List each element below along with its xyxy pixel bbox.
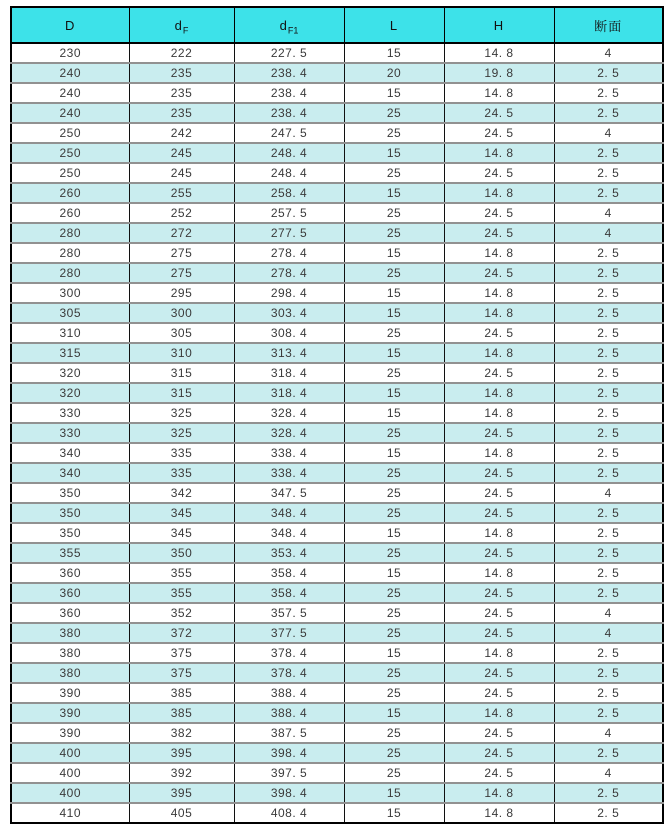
- cell-dF1: 257. 5: [234, 203, 344, 223]
- table-row: [11, 663, 663, 683]
- cell-H: 24. 5: [444, 263, 554, 283]
- table-header: [11, 7, 663, 43]
- table-row: [11, 423, 663, 443]
- cell-H: 24. 5: [444, 583, 554, 603]
- table-row: [11, 323, 663, 343]
- table-row: [11, 223, 663, 243]
- cell-H: 24. 5: [444, 323, 554, 343]
- cell-L: 15: [344, 303, 444, 323]
- cell-H: 24. 5: [444, 103, 554, 123]
- cell-dF1: 238. 4: [234, 103, 344, 123]
- table-row: [11, 623, 663, 643]
- cell-H: 24. 5: [444, 663, 554, 683]
- spec-table: [10, 6, 664, 824]
- table-row: [11, 703, 663, 723]
- cell-H: 24. 5: [444, 603, 554, 623]
- cell-L: 25: [344, 483, 444, 503]
- table-row: [11, 583, 663, 603]
- table-row: [11, 203, 663, 223]
- cell-L: 25: [344, 603, 444, 623]
- cell-H: 24. 5: [444, 223, 554, 243]
- cell-dF1: 338. 4: [234, 443, 344, 463]
- cell-danmen: 4: [554, 603, 663, 623]
- cell-dF: 275: [129, 243, 234, 263]
- table-row: [11, 503, 663, 523]
- cell-L: 15: [344, 563, 444, 583]
- table-row: [11, 463, 663, 483]
- cell-danmen: 4: [554, 123, 663, 143]
- cell-D: 400: [11, 783, 129, 803]
- cell-D: 330: [11, 403, 129, 423]
- cell-dF1: 387. 5: [234, 723, 344, 743]
- cell-L: 25: [344, 223, 444, 243]
- cell-danmen: 2. 5: [554, 523, 663, 543]
- cell-dF1: 248. 4: [234, 143, 344, 163]
- cell-dF1: 328. 4: [234, 423, 344, 443]
- cell-L: 15: [344, 383, 444, 403]
- cell-danmen: 2. 5: [554, 83, 663, 103]
- table-row: [11, 543, 663, 563]
- cell-danmen: 2. 5: [554, 183, 663, 203]
- cell-dF1: 278. 4: [234, 263, 344, 283]
- cell-H: 24. 5: [444, 503, 554, 523]
- cell-danmen: 2. 5: [554, 363, 663, 383]
- cell-dF: 355: [129, 583, 234, 603]
- cell-H: 14. 8: [444, 443, 554, 463]
- cell-dF1: 388. 4: [234, 703, 344, 723]
- cell-dF: 315: [129, 383, 234, 403]
- table-header-row: [11, 7, 663, 43]
- cell-L: 25: [344, 323, 444, 343]
- cell-D: 350: [11, 483, 129, 503]
- cell-H: 14. 8: [444, 563, 554, 583]
- cell-danmen: 2. 5: [554, 683, 663, 703]
- cell-dF1: 258. 4: [234, 183, 344, 203]
- cell-dF1: 277. 5: [234, 223, 344, 243]
- cell-D: 320: [11, 363, 129, 383]
- cell-danmen: 2. 5: [554, 163, 663, 183]
- cell-D: 390: [11, 723, 129, 743]
- table-row: [11, 143, 663, 163]
- cell-L: 15: [344, 183, 444, 203]
- cell-dF1: 377. 5: [234, 623, 344, 643]
- cell-H: 14. 8: [444, 303, 554, 323]
- table-row: [11, 383, 663, 403]
- cell-L: 25: [344, 623, 444, 643]
- cell-danmen: 4: [554, 223, 663, 243]
- cell-dF: 405: [129, 803, 234, 823]
- cell-D: 305: [11, 303, 129, 323]
- table-row: [11, 603, 663, 623]
- table-row: [11, 443, 663, 463]
- cell-dF: 395: [129, 783, 234, 803]
- cell-danmen: 2. 5: [554, 543, 663, 563]
- cell-L: 20: [344, 63, 444, 83]
- cell-L: 15: [344, 143, 444, 163]
- cell-L: 15: [344, 243, 444, 263]
- cell-dF: 385: [129, 703, 234, 723]
- cell-dF1: 303. 4: [234, 303, 344, 323]
- cell-H: 14. 8: [444, 383, 554, 403]
- table-row: [11, 563, 663, 583]
- cell-H: 14. 8: [444, 183, 554, 203]
- cell-dF: 235: [129, 63, 234, 83]
- table-row: [11, 403, 663, 423]
- cell-D: 360: [11, 583, 129, 603]
- cell-dF1: 357. 5: [234, 603, 344, 623]
- cell-D: 280: [11, 263, 129, 283]
- cell-D: 300: [11, 283, 129, 303]
- cell-H: 14. 8: [444, 403, 554, 423]
- cell-danmen: 2. 5: [554, 703, 663, 723]
- cell-dF1: 388. 4: [234, 683, 344, 703]
- cell-H: 14. 8: [444, 83, 554, 103]
- cell-L: 25: [344, 743, 444, 763]
- column-header-danmen: 断面: [554, 7, 663, 43]
- cell-dF1: 298. 4: [234, 283, 344, 303]
- cell-H: 24. 5: [444, 463, 554, 483]
- cell-dF: 325: [129, 403, 234, 423]
- cell-dF: 272: [129, 223, 234, 243]
- cell-L: 25: [344, 763, 444, 783]
- cell-dF1: 347. 5: [234, 483, 344, 503]
- table-row: [11, 303, 663, 323]
- cell-dF: 335: [129, 463, 234, 483]
- cell-danmen: 4: [554, 483, 663, 503]
- cell-dF1: 318. 4: [234, 383, 344, 403]
- cell-L: 15: [344, 403, 444, 423]
- cell-danmen: 2. 5: [554, 503, 663, 523]
- cell-L: 25: [344, 463, 444, 483]
- cell-D: 240: [11, 63, 129, 83]
- cell-dF: 235: [129, 83, 234, 103]
- cell-L: 25: [344, 663, 444, 683]
- cell-dF1: 248. 4: [234, 163, 344, 183]
- cell-danmen: 2. 5: [554, 803, 663, 823]
- cell-H: 24. 5: [444, 763, 554, 783]
- cell-H: 14. 8: [444, 783, 554, 803]
- cell-D: 380: [11, 623, 129, 643]
- cell-D: 230: [11, 43, 129, 63]
- cell-H: 24. 5: [444, 123, 554, 143]
- cell-L: 25: [344, 683, 444, 703]
- table-row: [11, 163, 663, 183]
- cell-danmen: 2. 5: [554, 243, 663, 263]
- cell-L: 25: [344, 363, 444, 383]
- cell-dF1: 338. 4: [234, 463, 344, 483]
- cell-H: 24. 5: [444, 423, 554, 443]
- cell-H: 24. 5: [444, 543, 554, 563]
- cell-dF1: 408. 4: [234, 803, 344, 823]
- table-row: [11, 363, 663, 383]
- cell-D: 250: [11, 163, 129, 183]
- table-row: [11, 683, 663, 703]
- cell-D: 280: [11, 223, 129, 243]
- cell-D: 390: [11, 683, 129, 703]
- column-header-subscript: F1: [287, 25, 299, 36]
- table-row: [11, 63, 663, 83]
- table-row: [11, 723, 663, 743]
- cell-danmen: 2. 5: [554, 323, 663, 343]
- cell-danmen: 2. 5: [554, 283, 663, 303]
- cell-D: 250: [11, 143, 129, 163]
- table-row: [11, 643, 663, 663]
- cell-D: 380: [11, 643, 129, 663]
- cell-L: 15: [344, 703, 444, 723]
- cell-H: 24. 5: [444, 743, 554, 763]
- cell-dF: 305: [129, 323, 234, 343]
- cell-dF1: 398. 4: [234, 783, 344, 803]
- cell-dF: 275: [129, 263, 234, 283]
- cell-danmen: 4: [554, 763, 663, 783]
- column-header-subscript: F: [182, 25, 189, 36]
- cell-dF: 245: [129, 163, 234, 183]
- cell-L: 25: [344, 123, 444, 143]
- cell-dF: 375: [129, 663, 234, 683]
- cell-danmen: 2. 5: [554, 563, 663, 583]
- cell-dF: 300: [129, 303, 234, 323]
- cell-dF1: 348. 4: [234, 503, 344, 523]
- column-header-H: H: [444, 7, 554, 43]
- cell-L: 15: [344, 83, 444, 103]
- table-row: [11, 483, 663, 503]
- cell-D: 320: [11, 383, 129, 403]
- table-row: [11, 123, 663, 143]
- cell-D: 360: [11, 563, 129, 583]
- cell-dF: 352: [129, 603, 234, 623]
- cell-dF1: 358. 4: [234, 583, 344, 603]
- cell-H: 14. 8: [444, 283, 554, 303]
- cell-L: 15: [344, 643, 444, 663]
- cell-D: 315: [11, 343, 129, 363]
- cell-D: 310: [11, 323, 129, 343]
- cell-danmen: 2. 5: [554, 643, 663, 663]
- cell-D: 260: [11, 203, 129, 223]
- cell-L: 15: [344, 523, 444, 543]
- cell-D: 330: [11, 423, 129, 443]
- cell-L: 15: [344, 443, 444, 463]
- cell-H: 14. 8: [444, 43, 554, 63]
- table-row: [11, 243, 663, 263]
- cell-H: 24. 5: [444, 203, 554, 223]
- cell-L: 25: [344, 103, 444, 123]
- cell-H: 14. 8: [444, 703, 554, 723]
- table-row: [11, 283, 663, 303]
- cell-D: 350: [11, 503, 129, 523]
- cell-D: 250: [11, 123, 129, 143]
- cell-danmen: 4: [554, 203, 663, 223]
- cell-H: 14. 8: [444, 343, 554, 363]
- cell-dF: 375: [129, 643, 234, 663]
- cell-danmen: 2. 5: [554, 743, 663, 763]
- cell-L: 25: [344, 543, 444, 563]
- column-header-dF: $d_F$: [129, 7, 234, 43]
- table-row: [11, 783, 663, 803]
- cell-L: 15: [344, 783, 444, 803]
- cell-L: 15: [344, 283, 444, 303]
- cell-H: 24. 5: [444, 623, 554, 643]
- cell-D: 360: [11, 603, 129, 623]
- cell-D: 410: [11, 803, 129, 823]
- column-header-L: L: [344, 7, 444, 43]
- cell-L: 15: [344, 803, 444, 823]
- cell-dF1: 238. 4: [234, 83, 344, 103]
- cell-danmen: 2. 5: [554, 423, 663, 443]
- cell-dF1: 238. 4: [234, 63, 344, 83]
- cell-dF: 342: [129, 483, 234, 503]
- table-row: [11, 523, 663, 543]
- column-header-dF1: $d_{F1}$: [234, 7, 344, 43]
- cell-dF: 392: [129, 763, 234, 783]
- cell-dF1: 247. 5: [234, 123, 344, 143]
- cell-danmen: 2. 5: [554, 383, 663, 403]
- cell-H: 14. 8: [444, 803, 554, 823]
- cell-L: 15: [344, 343, 444, 363]
- cell-danmen: 4: [554, 43, 663, 63]
- cell-L: 25: [344, 163, 444, 183]
- cell-dF1: 397. 5: [234, 763, 344, 783]
- cell-D: 380: [11, 663, 129, 683]
- spec-table-container: [10, 6, 664, 824]
- cell-H: 24. 5: [444, 363, 554, 383]
- cell-D: 240: [11, 83, 129, 103]
- cell-dF1: 378. 4: [234, 663, 344, 683]
- cell-dF: 315: [129, 363, 234, 383]
- cell-dF1: 398. 4: [234, 743, 344, 763]
- cell-dF: 345: [129, 503, 234, 523]
- cell-dF: 310: [129, 343, 234, 363]
- cell-H: 14. 8: [444, 143, 554, 163]
- table-row: [11, 803, 663, 823]
- cell-dF1: 278. 4: [234, 243, 344, 263]
- cell-dF1: 358. 4: [234, 563, 344, 583]
- cell-H: 14. 8: [444, 523, 554, 543]
- cell-L: 25: [344, 263, 444, 283]
- cell-dF: 242: [129, 123, 234, 143]
- cell-danmen: 2. 5: [554, 263, 663, 283]
- table-row: [11, 183, 663, 203]
- cell-dF: 235: [129, 103, 234, 123]
- cell-L: 25: [344, 203, 444, 223]
- cell-D: 240: [11, 103, 129, 123]
- cell-D: 400: [11, 763, 129, 783]
- cell-danmen: 2. 5: [554, 443, 663, 463]
- cell-dF: 245: [129, 143, 234, 163]
- cell-dF: 345: [129, 523, 234, 543]
- cell-D: 400: [11, 743, 129, 763]
- cell-danmen: 4: [554, 723, 663, 743]
- cell-L: 25: [344, 423, 444, 443]
- cell-D: 355: [11, 543, 129, 563]
- cell-D: 390: [11, 703, 129, 723]
- table-body: [11, 43, 663, 823]
- table-row: [11, 343, 663, 363]
- cell-H: 24. 5: [444, 483, 554, 503]
- cell-dF: 372: [129, 623, 234, 643]
- cell-dF: 395: [129, 743, 234, 763]
- column-header-D: D: [11, 7, 129, 43]
- cell-D: 260: [11, 183, 129, 203]
- cell-dF: 295: [129, 283, 234, 303]
- cell-L: 15: [344, 43, 444, 63]
- table-row: [11, 763, 663, 783]
- cell-dF: 350: [129, 543, 234, 563]
- cell-dF: 355: [129, 563, 234, 583]
- cell-L: 25: [344, 503, 444, 523]
- cell-danmen: 2. 5: [554, 583, 663, 603]
- cell-L: 25: [344, 583, 444, 603]
- cell-danmen: 2. 5: [554, 143, 663, 163]
- cell-danmen: 2. 5: [554, 343, 663, 363]
- table-row: [11, 83, 663, 103]
- cell-D: 350: [11, 523, 129, 543]
- cell-dF1: 328. 4: [234, 403, 344, 423]
- cell-danmen: 2. 5: [554, 63, 663, 83]
- cell-dF1: 227. 5: [234, 43, 344, 63]
- cell-H: 14. 8: [444, 243, 554, 263]
- cell-D: 280: [11, 243, 129, 263]
- cell-dF: 382: [129, 723, 234, 743]
- cell-dF: 325: [129, 423, 234, 443]
- cell-danmen: 4: [554, 623, 663, 643]
- cell-H: 19. 8: [444, 63, 554, 83]
- table-row: [11, 743, 663, 763]
- cell-dF: 385: [129, 683, 234, 703]
- cell-dF: 335: [129, 443, 234, 463]
- cell-H: 14. 8: [444, 643, 554, 663]
- cell-dF1: 318. 4: [234, 363, 344, 383]
- cell-dF1: 353. 4: [234, 543, 344, 563]
- cell-dF: 222: [129, 43, 234, 63]
- cell-danmen: 2. 5: [554, 403, 663, 423]
- cell-danmen: 2. 5: [554, 303, 663, 323]
- cell-D: 340: [11, 443, 129, 463]
- cell-dF1: 348. 4: [234, 523, 344, 543]
- cell-H: 24. 5: [444, 723, 554, 743]
- cell-dF1: 378. 4: [234, 643, 344, 663]
- table-row: [11, 43, 663, 63]
- cell-H: 24. 5: [444, 163, 554, 183]
- cell-dF: 255: [129, 183, 234, 203]
- cell-dF1: 313. 4: [234, 343, 344, 363]
- cell-H: 24. 5: [444, 683, 554, 703]
- cell-L: 25: [344, 723, 444, 743]
- cell-danmen: 2. 5: [554, 783, 663, 803]
- cell-dF: 252: [129, 203, 234, 223]
- cell-danmen: 2. 5: [554, 103, 663, 123]
- table-row: [11, 103, 663, 123]
- cell-D: 340: [11, 463, 129, 483]
- table-row: [11, 263, 663, 283]
- cell-danmen: 2. 5: [554, 463, 663, 483]
- cell-danmen: 2. 5: [554, 663, 663, 683]
- cell-dF1: 308. 4: [234, 323, 344, 343]
